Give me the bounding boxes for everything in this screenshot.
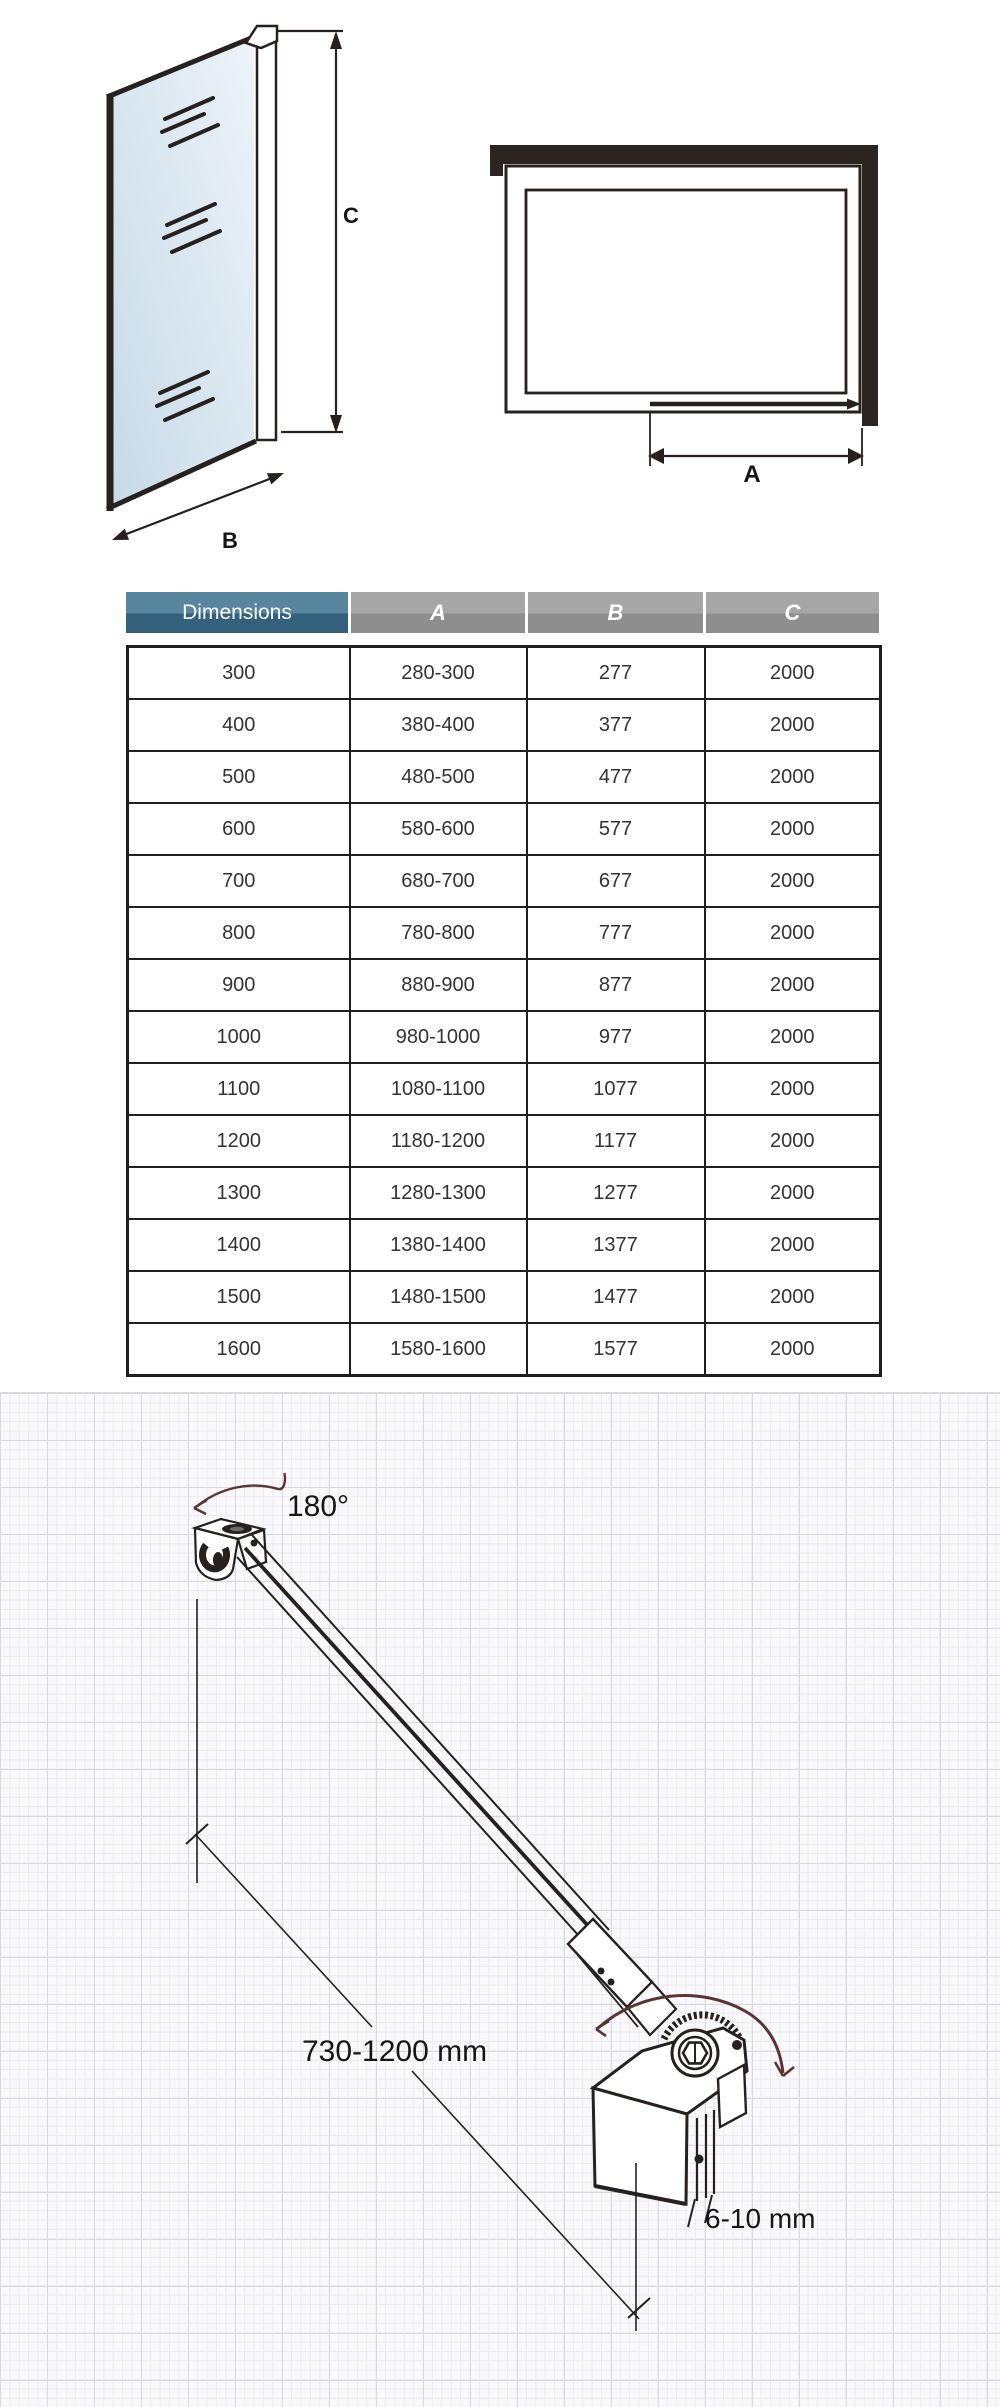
table-cell: 2000 <box>705 699 881 751</box>
table-cell: 780-800 <box>350 907 527 959</box>
table-cell: 1577 <box>527 1323 705 1376</box>
table-row <box>128 1011 881 1063</box>
table-row <box>128 907 881 959</box>
table-cell: 2000 <box>705 647 881 700</box>
column-header-a: A <box>351 592 525 633</box>
column-header-c: C <box>706 592 879 633</box>
table-cell: 2000 <box>705 1323 881 1376</box>
wall-top-end <box>490 145 503 176</box>
table-cell: 1000 <box>128 1011 350 1063</box>
table-cell: 1280-1300 <box>350 1167 527 1219</box>
table-row <box>128 1167 881 1219</box>
table-row <box>128 1271 881 1323</box>
table-row <box>128 1219 881 1271</box>
table-cell: 480-500 <box>350 751 527 803</box>
glass-panel-diagram <box>107 26 359 553</box>
table-cell: 900 <box>128 959 350 1011</box>
table-cell: 380-400 <box>350 699 527 751</box>
dimension-c <box>278 31 359 433</box>
table-cell: 580-600 <box>350 803 527 855</box>
support-bar <box>237 1535 652 2027</box>
support-bar-drawing <box>0 1393 1000 2407</box>
table-cell: 400 <box>128 699 350 751</box>
table-cell: 980-1000 <box>350 1011 527 1063</box>
table-cell: 300 <box>128 647 350 700</box>
dimensions-table-body <box>128 647 881 1376</box>
table-row <box>128 959 881 1011</box>
table-row <box>128 1063 881 1115</box>
table-row <box>128 803 881 855</box>
table-cell: 2000 <box>705 1011 881 1063</box>
table-cell: 500 <box>128 751 350 803</box>
glass-thickness-label: 6-10 mm <box>705 2203 816 2234</box>
topview-diagram <box>490 145 878 488</box>
table-cell: 1080-1100 <box>350 1063 527 1115</box>
table-cell: 1300 <box>128 1167 350 1219</box>
table-cell: 877 <box>527 959 705 1011</box>
table-cell: 2000 <box>705 1167 881 1219</box>
dimension-label-b: B <box>222 528 238 553</box>
table-cell: 677 <box>527 855 705 907</box>
table-cell: 700 <box>128 855 350 907</box>
table-row <box>128 699 881 751</box>
shower-tray-outline <box>506 166 860 412</box>
table-cell: 2000 <box>705 1271 881 1323</box>
table-cell: 800 <box>128 907 350 959</box>
rotation-label: 180° <box>287 1490 350 1523</box>
table-cell: 1600 <box>128 1323 350 1376</box>
table-cell: 2000 <box>705 803 881 855</box>
table-cell: 577 <box>527 803 705 855</box>
table-cell: 1380-1400 <box>350 1219 527 1271</box>
column-header-b: B <box>528 592 703 633</box>
table-cell: 777 <box>527 907 705 959</box>
rotation-arc-180 <box>194 1473 285 1514</box>
table-row <box>128 855 881 907</box>
dimension-a <box>648 412 864 488</box>
table-row <box>128 751 881 803</box>
dimensions-table <box>126 592 879 1377</box>
dimension-bar-length <box>186 1599 650 2331</box>
table-cell: 2000 <box>705 1219 881 1271</box>
table-cell: 1200 <box>128 1115 350 1167</box>
table-cell: 1277 <box>527 1167 705 1219</box>
glass-clamp <box>593 1982 747 2227</box>
wall-bracket <box>195 1519 266 1580</box>
table-cell: 600 <box>128 803 350 855</box>
shower-tray-inner <box>526 190 846 393</box>
table-cell: 2000 <box>705 1115 881 1167</box>
dimension-diagrams <box>0 0 1000 580</box>
table-cell: 1377 <box>527 1219 705 1271</box>
table-row <box>128 1115 881 1167</box>
table-cell: 1177 <box>527 1115 705 1167</box>
column-header-dimensions: Dimensions <box>126 592 348 633</box>
table-cell: 477 <box>527 751 705 803</box>
table-header-row <box>126 592 879 633</box>
table-cell: 2000 <box>705 1063 881 1115</box>
table-cell: 1580-1600 <box>350 1323 527 1376</box>
table-cell: 277 <box>527 647 705 700</box>
table-cell: 2000 <box>705 855 881 907</box>
table-cell: 2000 <box>705 959 881 1011</box>
table-cell: 1500 <box>128 1271 350 1323</box>
table-cell: 1480-1500 <box>350 1271 527 1323</box>
table-cell: 1100 <box>128 1063 350 1115</box>
table-cell: 377 <box>527 699 705 751</box>
table-cell: 2000 <box>705 751 881 803</box>
dimension-label-a: A <box>743 461 761 488</box>
wall-right <box>862 145 878 426</box>
table-cell: 1400 <box>128 1219 350 1271</box>
table-cell: 977 <box>527 1011 705 1063</box>
table-cell: 680-700 <box>350 855 527 907</box>
table-cell: 280-300 <box>350 647 527 700</box>
glass-pane <box>111 37 254 507</box>
wall-profile <box>257 31 276 440</box>
dimensions-table-grid <box>126 645 882 1377</box>
table-cell: 2000 <box>705 907 881 959</box>
support-bar-section <box>0 1392 1000 2407</box>
table-row <box>128 647 881 700</box>
table-row <box>128 1323 881 1376</box>
table-cell: 1477 <box>527 1271 705 1323</box>
table-cell: 880-900 <box>350 959 527 1011</box>
wall-top <box>490 145 878 164</box>
dimension-label-c: C <box>343 203 359 228</box>
table-cell: 1077 <box>527 1063 705 1115</box>
table-cell: 1180-1200 <box>350 1115 527 1167</box>
bar-length-label: 730-1200 mm <box>302 2035 488 2068</box>
